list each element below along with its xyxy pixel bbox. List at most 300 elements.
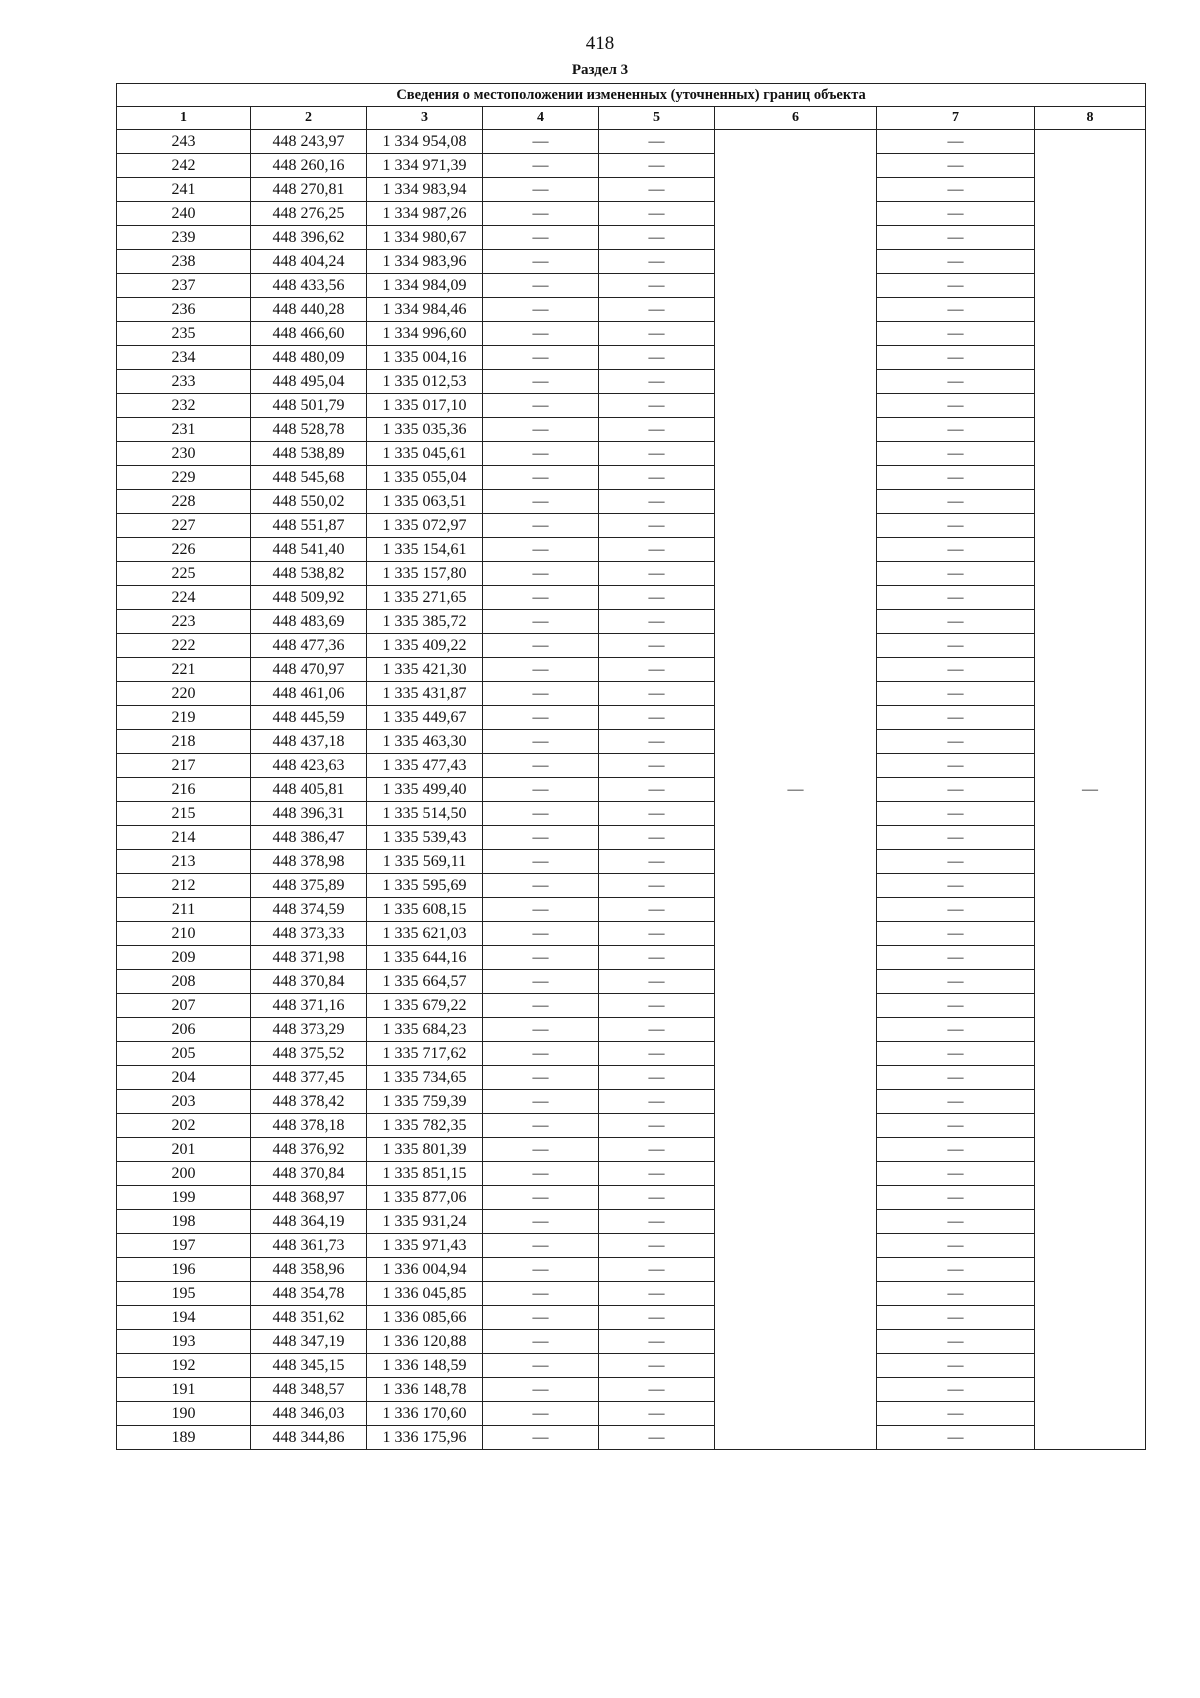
col4-dash-cell: —	[483, 1138, 599, 1162]
point-number-cell: 240	[117, 202, 251, 226]
y-coordinate-cell: 1 335 608,15	[367, 898, 483, 922]
col5-dash-cell: —	[599, 1402, 715, 1426]
x-coordinate-cell: 448 461,06	[251, 682, 367, 706]
y-coordinate-cell: 1 335 045,61	[367, 442, 483, 466]
x-coordinate-cell: 448 405,81	[251, 778, 367, 802]
col7-dash-cell: —	[877, 1042, 1035, 1066]
col5-dash-cell: —	[599, 250, 715, 274]
col4-dash-cell: —	[483, 514, 599, 538]
col5-dash-cell: —	[599, 130, 715, 154]
col5-dash-cell: —	[599, 682, 715, 706]
table-row	[117, 850, 1146, 874]
point-number-cell: 223	[117, 610, 251, 634]
point-number-cell: 242	[117, 154, 251, 178]
x-coordinate-cell: 448 276,25	[251, 202, 367, 226]
point-number-cell: 206	[117, 1018, 251, 1042]
col4-dash-cell: —	[483, 610, 599, 634]
point-number-cell: 212	[117, 874, 251, 898]
table-row	[117, 130, 1146, 154]
table-row	[117, 202, 1146, 226]
x-coordinate-cell: 448 270,81	[251, 178, 367, 202]
x-coordinate-cell: 448 378,18	[251, 1114, 367, 1138]
table-row	[117, 898, 1146, 922]
col4-dash-cell: —	[483, 178, 599, 202]
y-coordinate-cell: 1 335 877,06	[367, 1186, 483, 1210]
y-coordinate-cell: 1 335 477,43	[367, 754, 483, 778]
y-coordinate-cell: 1 336 170,60	[367, 1402, 483, 1426]
x-coordinate-cell: 448 470,97	[251, 658, 367, 682]
x-coordinate-cell: 448 375,89	[251, 874, 367, 898]
point-number-cell: 241	[117, 178, 251, 202]
point-number-cell: 207	[117, 994, 251, 1018]
col4-dash-cell: —	[483, 730, 599, 754]
col4-dash-cell: —	[483, 922, 599, 946]
x-coordinate-cell: 448 370,84	[251, 970, 367, 994]
y-coordinate-cell: 1 334 980,67	[367, 226, 483, 250]
point-number-cell: 230	[117, 442, 251, 466]
col5-dash-cell: —	[599, 970, 715, 994]
point-number-cell: 220	[117, 682, 251, 706]
col5-dash-cell: —	[599, 874, 715, 898]
col7-dash-cell: —	[877, 682, 1035, 706]
col7-dash-cell: —	[877, 1066, 1035, 1090]
table-row	[117, 1066, 1146, 1090]
col5-dash-cell: —	[599, 1162, 715, 1186]
col7-dash-cell: —	[877, 274, 1035, 298]
x-coordinate-cell: 448 545,68	[251, 466, 367, 490]
col7-dash-cell: —	[877, 634, 1035, 658]
col7-dash-cell: —	[877, 658, 1035, 682]
col4-dash-cell: —	[483, 658, 599, 682]
y-coordinate-cell: 1 335 971,43	[367, 1234, 483, 1258]
col7-dash-cell: —	[877, 586, 1035, 610]
col4-dash-cell: —	[483, 562, 599, 586]
col5-dash-cell: —	[599, 442, 715, 466]
table-row	[117, 922, 1146, 946]
col5-dash-cell: —	[599, 1426, 715, 1450]
y-coordinate-cell: 1 336 004,94	[367, 1258, 483, 1282]
x-coordinate-cell: 448 371,98	[251, 946, 367, 970]
point-number-cell: 211	[117, 898, 251, 922]
col5-dash-cell: —	[599, 826, 715, 850]
point-number-cell: 218	[117, 730, 251, 754]
col4-dash-cell: —	[483, 1042, 599, 1066]
column-header: 8	[1035, 107, 1146, 130]
col4-dash-cell: —	[483, 1330, 599, 1354]
col4-dash-cell: —	[483, 946, 599, 970]
x-coordinate-cell: 448 480,09	[251, 346, 367, 370]
y-coordinate-cell: 1 335 644,16	[367, 946, 483, 970]
table-caption: Сведения о местоположении измененных (уточненных) границ объекта	[117, 84, 1146, 107]
col7-dash-cell: —	[877, 538, 1035, 562]
col4-dash-cell: —	[483, 1186, 599, 1210]
col7-dash-cell: —	[877, 970, 1035, 994]
point-number-cell: 234	[117, 346, 251, 370]
col7-dash-cell: —	[877, 826, 1035, 850]
point-number-cell: 224	[117, 586, 251, 610]
col7-dash-cell: —	[877, 490, 1035, 514]
col4-dash-cell: —	[483, 1018, 599, 1042]
col4-dash-cell: —	[483, 1066, 599, 1090]
col4-dash-cell: —	[483, 898, 599, 922]
y-coordinate-cell: 1 336 148,59	[367, 1354, 483, 1378]
y-coordinate-cell: 1 335 514,50	[367, 802, 483, 826]
col5-dash-cell: —	[599, 538, 715, 562]
table-row	[117, 1114, 1146, 1138]
col7-dash-cell: —	[877, 1210, 1035, 1234]
table-row	[117, 1330, 1146, 1354]
x-coordinate-cell: 448 373,33	[251, 922, 367, 946]
boundary-coordinates-table	[116, 83, 1146, 1450]
col7-dash-cell: —	[877, 562, 1035, 586]
col4-dash-cell: —	[483, 1354, 599, 1378]
col5-dash-cell: —	[599, 418, 715, 442]
col7-dash-cell: —	[877, 1258, 1035, 1282]
col7-dash-cell: —	[877, 1090, 1035, 1114]
page-number: 418	[585, 33, 615, 54]
col5-dash-cell: —	[599, 226, 715, 250]
table-row	[117, 1186, 1146, 1210]
col5-dash-cell: —	[599, 658, 715, 682]
col4-dash-cell: —	[483, 1282, 599, 1306]
point-number-cell: 201	[117, 1138, 251, 1162]
col4-dash-cell: —	[483, 1210, 599, 1234]
col7-dash-cell: —	[877, 898, 1035, 922]
table-row	[117, 1042, 1146, 1066]
table-row	[117, 1210, 1146, 1234]
point-number-cell: 209	[117, 946, 251, 970]
col4-dash-cell: —	[483, 274, 599, 298]
col7-dash-cell: —	[877, 178, 1035, 202]
col5-dash-cell: —	[599, 514, 715, 538]
col7-dash-cell: —	[877, 994, 1035, 1018]
table-row	[117, 1234, 1146, 1258]
y-coordinate-cell: 1 335 684,23	[367, 1018, 483, 1042]
col4-dash-cell: —	[483, 202, 599, 226]
col7-dash-cell: —	[877, 442, 1035, 466]
point-number-cell: 221	[117, 658, 251, 682]
point-number-cell: 189	[117, 1426, 251, 1450]
col5-dash-cell: —	[599, 1066, 715, 1090]
column-header: 2	[251, 107, 367, 130]
col6-merged-dash-cell: —	[715, 130, 877, 1450]
col5-dash-cell: —	[599, 178, 715, 202]
col7-dash-cell: —	[877, 1402, 1035, 1426]
col5-dash-cell: —	[599, 370, 715, 394]
x-coordinate-cell: 448 423,63	[251, 754, 367, 778]
table-row	[117, 322, 1146, 346]
point-number-cell: 204	[117, 1066, 251, 1090]
x-coordinate-cell: 448 358,96	[251, 1258, 367, 1282]
col7-dash-cell: —	[877, 850, 1035, 874]
table-row	[117, 826, 1146, 850]
col4-dash-cell: —	[483, 634, 599, 658]
y-coordinate-cell: 1 335 431,87	[367, 682, 483, 706]
y-coordinate-cell: 1 336 085,66	[367, 1306, 483, 1330]
col7-dash-cell: —	[877, 466, 1035, 490]
x-coordinate-cell: 448 375,52	[251, 1042, 367, 1066]
y-coordinate-cell: 1 335 271,65	[367, 586, 483, 610]
col5-dash-cell: —	[599, 298, 715, 322]
table-row	[117, 1282, 1146, 1306]
col5-dash-cell: —	[599, 322, 715, 346]
col5-dash-cell: —	[599, 946, 715, 970]
table-row	[117, 682, 1146, 706]
x-coordinate-cell: 448 509,92	[251, 586, 367, 610]
col5-dash-cell: —	[599, 730, 715, 754]
col4-dash-cell: —	[483, 490, 599, 514]
col5-dash-cell: —	[599, 1042, 715, 1066]
col7-dash-cell: —	[877, 1282, 1035, 1306]
col7-dash-cell: —	[877, 1018, 1035, 1042]
col5-dash-cell: —	[599, 1306, 715, 1330]
col5-dash-cell: —	[599, 1018, 715, 1042]
col5-dash-cell: —	[599, 562, 715, 586]
point-number-cell: 200	[117, 1162, 251, 1186]
col7-dash-cell: —	[877, 346, 1035, 370]
col4-dash-cell: —	[483, 442, 599, 466]
x-coordinate-cell: 448 348,57	[251, 1378, 367, 1402]
table-row	[117, 514, 1146, 538]
point-number-cell: 217	[117, 754, 251, 778]
y-coordinate-cell: 1 335 055,04	[367, 466, 483, 490]
y-coordinate-cell: 1 335 621,03	[367, 922, 483, 946]
point-number-cell: 215	[117, 802, 251, 826]
x-coordinate-cell: 448 437,18	[251, 730, 367, 754]
table-row	[117, 778, 1146, 802]
col4-dash-cell: —	[483, 538, 599, 562]
x-coordinate-cell: 448 396,31	[251, 802, 367, 826]
point-number-cell: 194	[117, 1306, 251, 1330]
col5-dash-cell: —	[599, 850, 715, 874]
y-coordinate-cell: 1 335 499,40	[367, 778, 483, 802]
col4-dash-cell: —	[483, 874, 599, 898]
col4-dash-cell: —	[483, 130, 599, 154]
table-row	[117, 298, 1146, 322]
y-coordinate-cell: 1 334 996,60	[367, 322, 483, 346]
y-coordinate-cell: 1 335 569,11	[367, 850, 483, 874]
x-coordinate-cell: 448 370,84	[251, 1162, 367, 1186]
y-coordinate-cell: 1 335 595,69	[367, 874, 483, 898]
table-row	[117, 490, 1146, 514]
col4-dash-cell: —	[483, 970, 599, 994]
col4-dash-cell: —	[483, 154, 599, 178]
table-row	[117, 730, 1146, 754]
table-row	[117, 250, 1146, 274]
col5-dash-cell: —	[599, 154, 715, 178]
table-row	[117, 562, 1146, 586]
table-row	[117, 1402, 1146, 1426]
x-coordinate-cell: 448 378,98	[251, 850, 367, 874]
table-row	[117, 586, 1146, 610]
point-number-cell: 190	[117, 1402, 251, 1426]
col7-dash-cell: —	[877, 874, 1035, 898]
x-coordinate-cell: 448 344,86	[251, 1426, 367, 1450]
col7-dash-cell: —	[877, 322, 1035, 346]
col7-dash-cell: —	[877, 130, 1035, 154]
y-coordinate-cell: 1 335 679,22	[367, 994, 483, 1018]
point-number-cell: 228	[117, 490, 251, 514]
col7-dash-cell: —	[877, 778, 1035, 802]
col5-dash-cell: —	[599, 898, 715, 922]
x-coordinate-cell: 448 378,42	[251, 1090, 367, 1114]
table-row	[117, 442, 1146, 466]
point-number-cell: 192	[117, 1354, 251, 1378]
x-coordinate-cell: 448 377,45	[251, 1066, 367, 1090]
col5-dash-cell: —	[599, 274, 715, 298]
y-coordinate-cell: 1 335 539,43	[367, 826, 483, 850]
col7-dash-cell: —	[877, 1114, 1035, 1138]
y-coordinate-cell: 1 336 120,88	[367, 1330, 483, 1354]
col5-dash-cell: —	[599, 994, 715, 1018]
y-coordinate-cell: 1 334 984,09	[367, 274, 483, 298]
col7-dash-cell: —	[877, 706, 1035, 730]
col7-dash-cell: —	[877, 610, 1035, 634]
col5-dash-cell: —	[599, 634, 715, 658]
col5-dash-cell: —	[599, 1354, 715, 1378]
table-row	[117, 346, 1146, 370]
table-row	[117, 1306, 1146, 1330]
y-coordinate-cell: 1 335 004,16	[367, 346, 483, 370]
col4-dash-cell: —	[483, 682, 599, 706]
col5-dash-cell: —	[599, 394, 715, 418]
table-row	[117, 394, 1146, 418]
section-title: Раздел 3	[571, 62, 629, 78]
x-coordinate-cell: 448 440,28	[251, 298, 367, 322]
x-coordinate-cell: 448 351,62	[251, 1306, 367, 1330]
x-coordinate-cell: 448 538,82	[251, 562, 367, 586]
column-header: 7	[877, 107, 1035, 130]
y-coordinate-cell: 1 336 148,78	[367, 1378, 483, 1402]
col7-dash-cell: —	[877, 514, 1035, 538]
col7-dash-cell: —	[877, 154, 1035, 178]
col4-dash-cell: —	[483, 850, 599, 874]
col4-dash-cell: —	[483, 298, 599, 322]
col4-dash-cell: —	[483, 322, 599, 346]
y-coordinate-cell: 1 335 421,30	[367, 658, 483, 682]
column-header: 1	[117, 107, 251, 130]
point-number-cell: 199	[117, 1186, 251, 1210]
point-number-cell: 237	[117, 274, 251, 298]
y-coordinate-cell: 1 334 971,39	[367, 154, 483, 178]
col4-dash-cell: —	[483, 1402, 599, 1426]
point-number-cell: 235	[117, 322, 251, 346]
col4-dash-cell: —	[483, 1090, 599, 1114]
x-coordinate-cell: 448 477,36	[251, 634, 367, 658]
col7-dash-cell: —	[877, 922, 1035, 946]
x-coordinate-cell: 448 373,29	[251, 1018, 367, 1042]
column-header: 4	[483, 107, 599, 130]
y-coordinate-cell: 1 335 463,30	[367, 730, 483, 754]
col4-dash-cell: —	[483, 226, 599, 250]
x-coordinate-cell: 448 501,79	[251, 394, 367, 418]
col7-dash-cell: —	[877, 1354, 1035, 1378]
point-number-cell: 216	[117, 778, 251, 802]
table-row	[117, 802, 1146, 826]
point-number-cell: 213	[117, 850, 251, 874]
x-coordinate-cell: 448 551,87	[251, 514, 367, 538]
col4-dash-cell: —	[483, 778, 599, 802]
col7-dash-cell: —	[877, 1306, 1035, 1330]
x-coordinate-cell: 448 243,97	[251, 130, 367, 154]
col4-dash-cell: —	[483, 346, 599, 370]
y-coordinate-cell: 1 334 983,94	[367, 178, 483, 202]
table-row	[117, 1378, 1146, 1402]
col7-dash-cell: —	[877, 802, 1035, 826]
point-number-cell: 239	[117, 226, 251, 250]
col5-dash-cell: —	[599, 1378, 715, 1402]
col7-dash-cell: —	[877, 1234, 1035, 1258]
col4-dash-cell: —	[483, 1162, 599, 1186]
col7-dash-cell: —	[877, 226, 1035, 250]
table-row	[117, 538, 1146, 562]
x-coordinate-cell: 448 347,19	[251, 1330, 367, 1354]
col5-dash-cell: —	[599, 1090, 715, 1114]
col5-dash-cell: —	[599, 346, 715, 370]
point-number-cell: 227	[117, 514, 251, 538]
y-coordinate-cell: 1 335 734,65	[367, 1066, 483, 1090]
col7-dash-cell: —	[877, 1426, 1035, 1450]
col4-dash-cell: —	[483, 466, 599, 490]
y-coordinate-cell: 1 335 717,62	[367, 1042, 483, 1066]
col4-dash-cell: —	[483, 418, 599, 442]
col5-dash-cell: —	[599, 802, 715, 826]
x-coordinate-cell: 448 374,59	[251, 898, 367, 922]
col5-dash-cell: —	[599, 586, 715, 610]
table-row	[117, 994, 1146, 1018]
table-row	[117, 874, 1146, 898]
x-coordinate-cell: 448 550,02	[251, 490, 367, 514]
table-row	[117, 1090, 1146, 1114]
y-coordinate-cell: 1 335 759,39	[367, 1090, 483, 1114]
point-number-cell: 195	[117, 1282, 251, 1306]
y-coordinate-cell: 1 335 449,67	[367, 706, 483, 730]
y-coordinate-cell: 1 334 954,08	[367, 130, 483, 154]
col5-dash-cell: —	[599, 706, 715, 730]
point-number-cell: 214	[117, 826, 251, 850]
col5-dash-cell: —	[599, 1282, 715, 1306]
col7-dash-cell: —	[877, 202, 1035, 226]
point-number-cell: 243	[117, 130, 251, 154]
col7-dash-cell: —	[877, 1330, 1035, 1354]
column-number-row	[117, 107, 1146, 130]
col5-dash-cell: —	[599, 490, 715, 514]
y-coordinate-cell: 1 335 154,61	[367, 538, 483, 562]
col7-dash-cell: —	[877, 1378, 1035, 1402]
y-coordinate-cell: 1 335 851,15	[367, 1162, 483, 1186]
col4-dash-cell: —	[483, 1378, 599, 1402]
y-coordinate-cell: 1 334 983,96	[367, 250, 483, 274]
col4-dash-cell: —	[483, 826, 599, 850]
point-number-cell: 196	[117, 1258, 251, 1282]
col5-dash-cell: —	[599, 1258, 715, 1282]
point-number-cell: 205	[117, 1042, 251, 1066]
col5-dash-cell: —	[599, 610, 715, 634]
column-header: 6	[715, 107, 877, 130]
col4-dash-cell: —	[483, 586, 599, 610]
table-row	[117, 1354, 1146, 1378]
col4-dash-cell: —	[483, 1306, 599, 1330]
table-row	[117, 178, 1146, 202]
col4-dash-cell: —	[483, 1234, 599, 1258]
y-coordinate-cell: 1 335 664,57	[367, 970, 483, 994]
col5-dash-cell: —	[599, 1330, 715, 1354]
x-coordinate-cell: 448 466,60	[251, 322, 367, 346]
table-row	[117, 1018, 1146, 1042]
table-row	[117, 970, 1146, 994]
table-row	[117, 610, 1146, 634]
col5-dash-cell: —	[599, 1234, 715, 1258]
